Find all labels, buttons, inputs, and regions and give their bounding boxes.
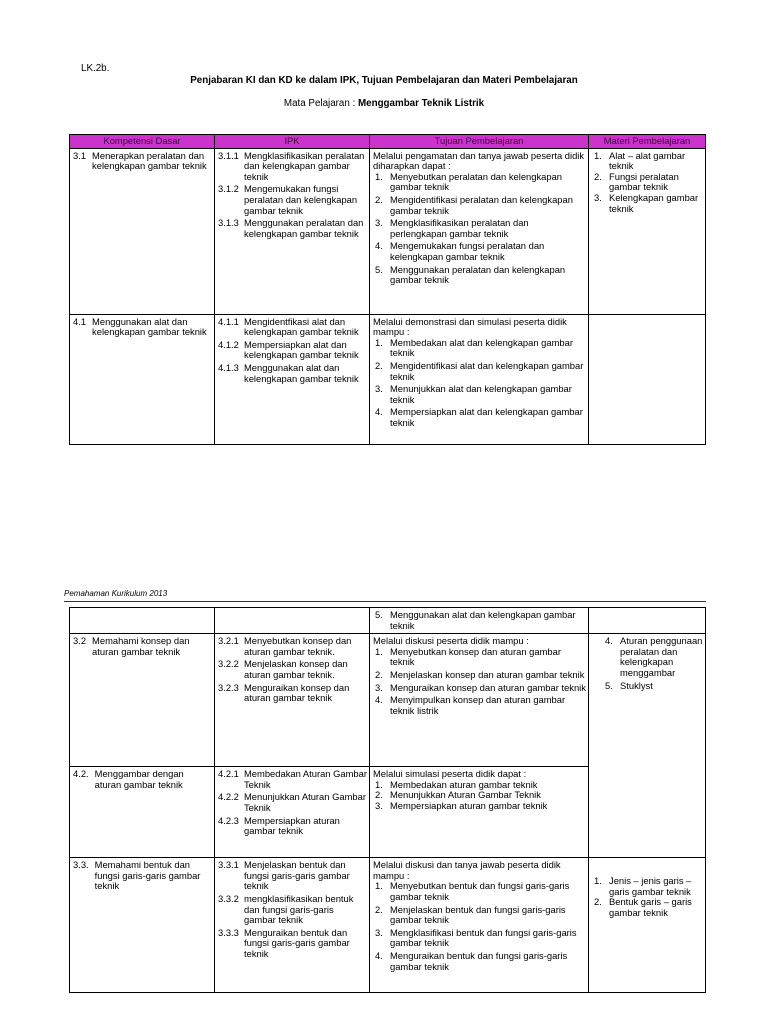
list-item xyxy=(373,647,586,668)
list-text: Menguraikan bentuk dan fungsi garis-garis gambar teknik xyxy=(390,949,568,972)
column-header-materi: Materi Pembelajaran xyxy=(589,135,706,149)
list-text: Menyebutkan peralatan dan kelengkapan gambar teknik xyxy=(390,170,563,193)
ipk-text: Menguraikan konsep dan aturan gambar teknik xyxy=(244,681,350,704)
tujuan-cell xyxy=(370,314,589,444)
list-text: Menjelaskan konsep dan aturan gambar teknik xyxy=(390,668,585,680)
list-text: Mengidentifikasi peralatan dan kelengkapan gambar teknik xyxy=(390,193,573,216)
list-text: Menunjukkan Aturan Gambar Teknik xyxy=(390,789,541,801)
ipk-text: Menunjukkan Aturan Gambar Teknik xyxy=(244,791,366,813)
ipk-number: 3.2.3 xyxy=(218,681,239,693)
list-item xyxy=(592,172,703,193)
ipk-number: 3.3.3 xyxy=(218,926,239,938)
list-text: Menjelaskan bentuk dan fungsi garis-garis gambar teknik xyxy=(390,903,566,926)
ipk-text: Menggunakan peralatan dan kelengkapan gambar teknik xyxy=(244,217,364,239)
list-text: Aturan penggunaan peralatan dan kelengkapan menggambar xyxy=(620,635,703,678)
table-header-row xyxy=(70,135,706,149)
list-item xyxy=(373,928,586,949)
tujuan-intro: Melalui pengamatan dan tanya jawab peserta didik diharapkan dapat : xyxy=(373,149,585,172)
list-item xyxy=(592,876,703,897)
tujuan-intro: Melalui demonstrasi dan simulasi peserta didik mampu : xyxy=(373,315,567,338)
list-number: 3. xyxy=(594,191,602,203)
column-header-ipk: IPK xyxy=(215,135,370,149)
ipk-number: 4.1.1 xyxy=(218,315,239,327)
list-text: Menggunakan alat dan kelengkapan gambar teknik xyxy=(390,609,576,631)
kd-text: Memahami konsep dan aturan gambar teknik xyxy=(92,635,190,657)
ipk-item xyxy=(218,317,367,338)
kd-cell xyxy=(70,314,215,444)
list-text: Mengklasifikasi bentuk dan fungsi garis-garis gambar teknik xyxy=(390,926,577,949)
list-number: 1. xyxy=(594,149,602,161)
list-number: 3. xyxy=(375,217,383,229)
list-item xyxy=(373,951,586,972)
list-item xyxy=(373,695,586,716)
list-item xyxy=(373,265,586,286)
list-text: Alat – alat gambar teknik xyxy=(609,149,686,172)
ipk-item xyxy=(218,769,367,790)
ipk-text: Mempersiapkan alat dan kelengkapan gambar teknik xyxy=(244,338,359,361)
table-row xyxy=(70,608,706,634)
list-number: 1. xyxy=(375,880,383,892)
ipk-number: 3.1.2 xyxy=(218,183,239,195)
list-text: Menyebutkan bentuk dan fungsi garis-garis gambar teknik xyxy=(390,880,570,902)
materi-cell xyxy=(589,608,706,634)
table-row xyxy=(70,148,706,314)
ipk-text: Menyebutkan konsep dan aturan gambar teknik. xyxy=(244,635,352,657)
subject-value: Menggambar Teknik Listrik xyxy=(357,98,485,109)
ipk-cell xyxy=(215,148,370,314)
list-number: 1. xyxy=(375,170,383,182)
list-number: 1. xyxy=(375,645,383,657)
list-number: 5. xyxy=(605,679,613,691)
list-number: 1. xyxy=(375,778,383,790)
list-item xyxy=(373,384,586,405)
list-text: Mempersiapkan alat dan kelengkapan gambar teknik xyxy=(390,406,583,428)
list-text: Mengidentifikasi alat dan kelengkapan gambar teknik xyxy=(390,359,584,382)
materi-cell xyxy=(589,148,706,314)
list-text: Kelengkapan gambar teknik xyxy=(609,191,699,214)
list-item xyxy=(373,905,586,926)
kd-text: Menerapkan peralatan dan kelengkapan gambar teknik xyxy=(92,149,207,172)
list-item xyxy=(373,881,586,902)
ipk-item xyxy=(218,363,367,384)
ipk-text: Menguraikan bentuk dan fungsi garis-garis gambar teknik xyxy=(244,926,350,959)
tujuan-cell xyxy=(370,608,589,634)
document-title: Penjabaran KI dan KD ke dalam IPK, Tujuan Pembelajaran dan Materi Pembelajaran xyxy=(190,75,578,86)
materi-cell xyxy=(589,634,706,858)
list-number: 1. xyxy=(375,336,383,348)
list-number: 4. xyxy=(375,949,383,961)
list-number: 2. xyxy=(375,903,383,915)
list-item xyxy=(373,670,586,681)
list-item xyxy=(592,897,703,918)
ipk-number: 4.2.3 xyxy=(218,814,239,826)
list-number: 3. xyxy=(375,681,383,693)
ipk-text: Mengklasifikasikan peralatan dan kelengkapan gambar teknik xyxy=(244,149,365,182)
ipk-cell xyxy=(215,608,370,634)
table-row xyxy=(70,634,706,767)
kd-cell xyxy=(70,767,215,858)
ipk-item xyxy=(218,860,367,892)
ipk-number: 3.2.2 xyxy=(218,658,239,670)
list-text: Menyebutkan konsep dan aturan gambar teknik xyxy=(390,645,561,668)
ipk-item xyxy=(218,928,367,960)
list-number: 4. xyxy=(375,240,383,252)
list-item xyxy=(592,193,703,214)
competency-table-page2 xyxy=(69,607,706,993)
list-number: 3. xyxy=(375,383,383,395)
list-text: Menggunakan peralatan dan kelengkapan gambar teknik xyxy=(390,263,566,286)
kd-text: Menggambar dengan aturan gambar teknik xyxy=(94,768,184,790)
kd-cell xyxy=(70,858,215,993)
list-item xyxy=(373,195,586,216)
list-item xyxy=(373,361,586,382)
list-number: 2. xyxy=(375,789,383,801)
list-text: Membedakan aturan gambar teknik xyxy=(390,778,538,790)
list-number: 4. xyxy=(375,694,383,706)
materi-cell xyxy=(589,314,706,444)
list-text: Bentuk garis – garis gambar teknik xyxy=(609,896,692,918)
list-number: 1. xyxy=(594,875,602,887)
list-number: 3. xyxy=(375,926,383,938)
list-text: Stuklyst xyxy=(620,679,653,691)
tujuan-cell xyxy=(370,767,589,858)
list-item xyxy=(373,407,586,428)
tujuan-intro: Melalui diskusi dan tanya jawab peserta didik mampu : xyxy=(373,859,561,881)
ipk-text: Mengemukakan fungsi peralatan dan kelengkapan gambar teknik xyxy=(244,183,358,216)
ipk-item xyxy=(218,151,367,183)
tujuan-cell xyxy=(370,634,589,767)
kd-cell xyxy=(70,634,215,767)
ipk-text: Menjelaskan bentuk dan fungsi garis-garis gambar teknik xyxy=(244,859,350,892)
kd-number: 3.2 xyxy=(73,635,87,647)
kd-cell xyxy=(70,608,215,634)
ipk-number: 3.1.3 xyxy=(218,217,239,229)
ipk-number: 3.3.1 xyxy=(218,859,239,871)
tujuan-intro: Melalui diskusi peserta didik mampu : xyxy=(373,635,529,647)
ipk-text: Membedakan Aturan Gambar Teknik xyxy=(244,768,367,790)
competency-table-page1 xyxy=(69,134,706,445)
ipk-number: 4.2.2 xyxy=(218,791,239,803)
list-text: Fungsi peralatan gambar teknik xyxy=(609,170,679,193)
ipk-item xyxy=(218,184,367,216)
ipk-cell xyxy=(215,314,370,444)
list-number: 2. xyxy=(594,896,602,908)
list-text: Mengemukakan fungsi peralatan dan kelengkapan gambar teknik xyxy=(390,240,545,262)
kd-number: 3.1 xyxy=(73,149,87,161)
list-text: Mengklasifikasikan peralatan dan perlengkapan gambar teknik xyxy=(390,217,529,239)
column-header-kd: Kompetensi Dasar xyxy=(70,135,215,149)
ipk-item xyxy=(218,816,367,837)
subject-label: Mata Pelajaran : xyxy=(283,98,358,109)
ipk-item xyxy=(218,636,367,657)
tujuan-cell xyxy=(370,858,589,993)
table-row xyxy=(70,314,706,444)
list-item xyxy=(603,636,703,678)
ipk-number: 4.1.3 xyxy=(218,361,239,373)
list-number: 5. xyxy=(375,609,383,620)
list-item xyxy=(603,681,703,692)
list-number: 5. xyxy=(375,263,383,275)
ipk-item xyxy=(218,792,367,813)
column-header-tujuan: Tujuan Pembelajaran xyxy=(370,135,589,149)
list-item xyxy=(373,610,586,631)
list-text: Membedakan alat dan kelengkapan gambar teknik xyxy=(390,336,573,359)
kd-number: 4.2. xyxy=(73,768,89,780)
table-row xyxy=(70,858,706,993)
list-number: 3. xyxy=(375,799,383,811)
kd-cell xyxy=(70,148,215,314)
ipk-item xyxy=(218,340,367,361)
list-text: Mempersiapkan aturan gambar teknik xyxy=(390,799,548,811)
ipk-text: Mengidentfikasi alat dan kelengkapan gambar teknik xyxy=(244,315,359,338)
ipk-cell xyxy=(215,767,370,858)
ipk-number: 3.1.1 xyxy=(218,149,239,161)
list-item xyxy=(373,241,586,262)
list-text: Menunjukkan alat dan kelengkapan gambar teknik xyxy=(390,383,572,405)
tujuan-cell xyxy=(370,148,589,314)
ipk-text: Mempersiapkan aturan gambar teknik xyxy=(244,814,340,837)
ipk-cell xyxy=(215,858,370,993)
list-item xyxy=(373,172,586,193)
kd-text: Menggunakan alat dan kelengkapan gambar teknik xyxy=(92,315,207,338)
materi-cell xyxy=(589,858,706,993)
list-item xyxy=(373,683,586,694)
list-number: 4. xyxy=(605,635,613,647)
list-text: Jenis – jenis garis – garis gambar teknik xyxy=(609,875,692,897)
document-code: LK.2b. xyxy=(81,63,110,74)
list-item xyxy=(373,338,586,359)
ipk-text: Menggunakan alat dan kelengkapan gambar teknik xyxy=(244,361,359,384)
list-item xyxy=(592,151,703,172)
ipk-number: 3.3.2 xyxy=(218,892,239,904)
ipk-cell xyxy=(215,634,370,767)
list-number: 2. xyxy=(375,359,383,371)
ipk-item xyxy=(218,218,367,239)
list-number: 2. xyxy=(375,668,383,680)
list-number: 2. xyxy=(375,193,383,205)
list-item xyxy=(373,801,586,812)
kd-number: 3.3. xyxy=(73,859,89,871)
ipk-number: 4.2.1 xyxy=(218,768,239,780)
list-number: 4. xyxy=(375,406,383,418)
tujuan-intro: Melalui simulasi peserta didik dapat : xyxy=(373,768,527,780)
kd-text: Memahami bentuk dan fungsi garis-garis gambar teknik xyxy=(94,859,201,892)
ipk-item xyxy=(218,894,367,926)
footer-label: Pemahaman Kurikulum 2013 xyxy=(64,589,168,598)
ipk-number: 3.2.1 xyxy=(218,635,239,647)
list-number: 2. xyxy=(594,170,602,182)
list-text: Menguraikan konsep dan aturan gambar teknik xyxy=(390,681,586,693)
ipk-text: mengklasifikasikan bentuk dan fungsi garis-garis gambar teknik xyxy=(244,892,354,926)
ipk-item xyxy=(218,683,367,704)
list-text: Menyimpulkan konsep dan aturan gambar teknik listrik xyxy=(390,694,566,716)
footer-divider xyxy=(64,601,706,602)
subject-line xyxy=(0,99,768,110)
ipk-number: 4.1.2 xyxy=(218,338,239,350)
ipk-item xyxy=(218,659,367,680)
ipk-text: Menjelaskan konsep dan aturan gambar teknik. xyxy=(244,658,348,680)
kd-number: 4.1 xyxy=(73,315,87,327)
list-item xyxy=(373,218,586,239)
